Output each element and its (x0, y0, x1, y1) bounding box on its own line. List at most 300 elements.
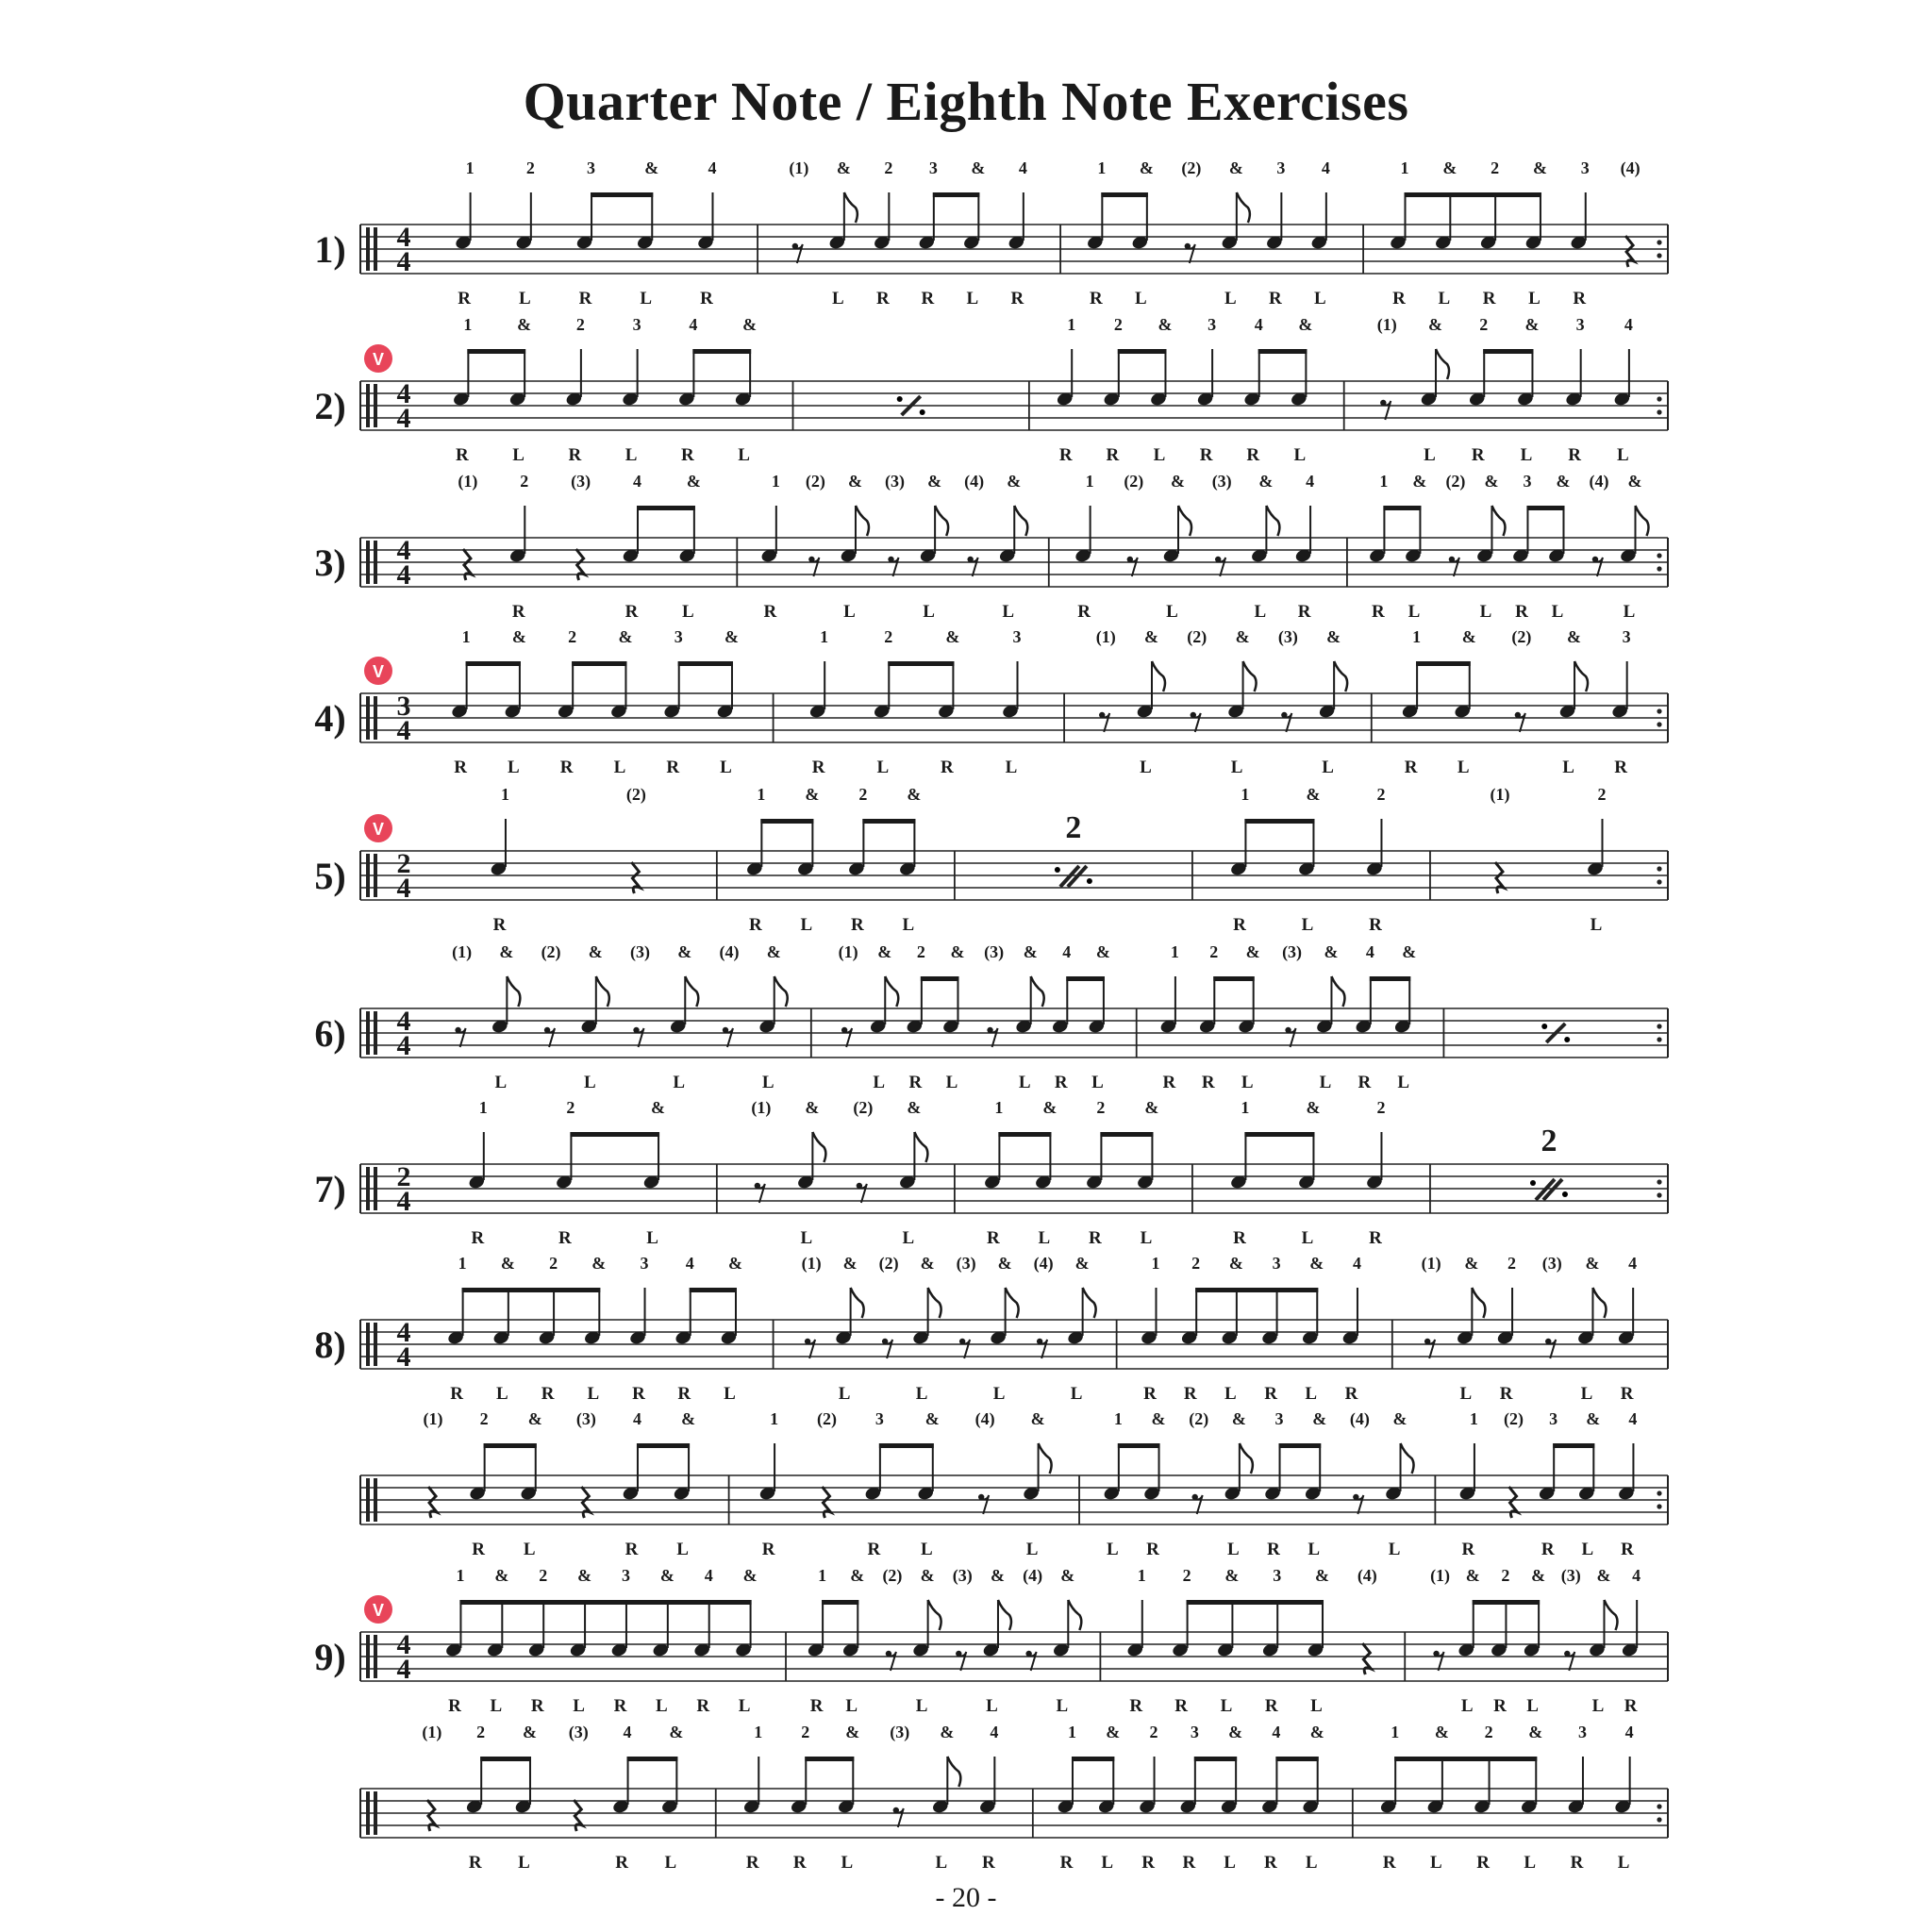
count-label: & (1309, 1254, 1324, 1273)
count-label: 1 (771, 472, 780, 491)
sticking-label: R (1476, 1853, 1490, 1873)
page-title: Quarter Note / Eighth Note Exercises (523, 71, 1409, 132)
quarter-rest (576, 549, 585, 580)
count-label: (2) (1124, 472, 1144, 491)
repeat-count: 2 (1541, 1124, 1557, 1158)
flag (1604, 1600, 1617, 1630)
count-label: & (591, 1254, 607, 1273)
count-label: 1 (465, 158, 475, 177)
percussion-clef (366, 696, 370, 740)
flag (844, 192, 858, 223)
count-label: 4 (689, 315, 698, 334)
measure (490, 785, 646, 935)
measure (1229, 785, 1385, 935)
sticking-label: R (792, 1853, 807, 1873)
count-label: & (1315, 1566, 1330, 1585)
measure (1056, 315, 1312, 465)
sticking-label: L (1623, 602, 1636, 622)
sticking-label: R (763, 602, 777, 622)
sticking-label: R (1129, 1696, 1143, 1716)
sticking-label: L (523, 1540, 536, 1559)
beam (480, 1757, 531, 1761)
sticking-label: R (568, 445, 582, 465)
count-label: & (847, 472, 862, 491)
repeat-dot (1530, 1180, 1536, 1186)
count-label: & (724, 627, 739, 646)
sticking-label: L (1551, 602, 1564, 622)
sticking-label: R (1620, 1384, 1634, 1404)
count-label: (2) (625, 785, 646, 804)
sticking-label: R (1089, 1228, 1102, 1248)
sticking-label: R (632, 1384, 645, 1404)
count-label: (4) (964, 472, 985, 491)
count-label: 4 (632, 1409, 641, 1428)
sticking-label: L (1528, 289, 1541, 308)
sticking-label: R (1297, 602, 1311, 622)
count-label: & (845, 1723, 860, 1741)
time-signature-bottom: 4 (396, 873, 411, 904)
count-label: 2 (549, 1254, 558, 1273)
count-label: 2 (1501, 1566, 1510, 1585)
sticking-label: L (1070, 1384, 1083, 1404)
voice-badge-label: V (372, 350, 385, 369)
measure (454, 158, 716, 308)
count-label: 2 (1113, 315, 1123, 334)
count-label: 2 (916, 942, 925, 961)
sticking-label: R (1382, 1853, 1396, 1873)
sticking-label: L (1220, 1696, 1233, 1716)
count-label: & (1074, 1254, 1090, 1273)
sticking-label: L (1224, 1853, 1236, 1873)
count-label: & (1528, 1723, 1543, 1741)
sticking-label: R (1568, 445, 1582, 465)
count-label: 4 (1624, 315, 1633, 334)
count-label: 4 (990, 1723, 999, 1741)
count-label: & (1151, 1409, 1166, 1428)
measure (758, 1409, 1052, 1559)
count-label: & (1042, 1098, 1058, 1117)
count-label: & (500, 1254, 515, 1273)
sticking-label: L (1424, 445, 1436, 465)
measure (1490, 785, 1606, 935)
count-label: & (1465, 1566, 1480, 1585)
count-label: 2 (1182, 1566, 1191, 1585)
measure (983, 1098, 1158, 1248)
measure (468, 1098, 665, 1248)
count-label: (3) (571, 472, 591, 491)
sticking-label: R (700, 289, 713, 308)
sticking-label: R (1541, 1540, 1555, 1559)
time-signature-bottom: 4 (396, 559, 411, 591)
sticking-label: R (1404, 758, 1418, 777)
beam (678, 661, 733, 666)
count-label: (2) (1445, 472, 1466, 491)
sticking-label: L (676, 1540, 689, 1559)
measure (424, 1409, 696, 1559)
measure (1379, 1723, 1634, 1873)
count-label: & (659, 1566, 675, 1585)
sticking-label: L (1310, 1696, 1323, 1716)
sticking-label: R (921, 289, 935, 308)
count-label: 2 (525, 158, 535, 177)
sticking-label: L (490, 1696, 503, 1716)
sticking-label: L (873, 1073, 886, 1092)
count-label: (1) (1490, 785, 1510, 804)
count-label: (4) (1033, 1254, 1054, 1273)
sticking-label: L (1457, 758, 1470, 777)
time-signature-bottom: 4 (396, 246, 411, 277)
flag (1031, 976, 1044, 1007)
percussion-clef (374, 1323, 377, 1366)
sticking-label: R (761, 1540, 775, 1559)
count-label: & (1627, 472, 1642, 491)
beam (933, 192, 980, 197)
sticking-label: L (838, 1384, 851, 1404)
percussion-clef (366, 541, 370, 584)
count-label: & (588, 942, 603, 961)
beam (879, 1443, 934, 1448)
count-label: 2 (1376, 785, 1386, 804)
sticking-label: R (1621, 1540, 1634, 1559)
sticking-label: R (1089, 289, 1103, 308)
beam (1383, 506, 1421, 510)
sticking-label: R (1143, 1384, 1157, 1404)
exercise-number: 6) (314, 1012, 346, 1055)
count-label: 1 (461, 627, 471, 646)
beam (484, 1443, 537, 1448)
sticking-label: L (915, 1696, 928, 1716)
sticking-label: R (1233, 915, 1246, 935)
sticking-label: R (811, 758, 825, 777)
measure (839, 942, 1110, 1092)
count-label: (4) (1620, 158, 1641, 177)
sticking-label: L (1005, 758, 1018, 777)
sticking-label: L (1459, 1384, 1473, 1404)
sticking-label: R (1010, 289, 1024, 308)
sticking-label: R (748, 915, 762, 935)
sticking-label: L (800, 915, 813, 935)
repeat-dot (1657, 866, 1661, 871)
count-label: 1 (500, 785, 509, 804)
count-label: 2 (1191, 1254, 1201, 1273)
count-label: (1) (838, 942, 858, 961)
count-label: & (1585, 1254, 1600, 1273)
sticking-label: R (809, 1696, 824, 1716)
staff-line-1 (314, 158, 1668, 308)
count-label: (1) (458, 472, 478, 491)
repeat-dot (1657, 396, 1661, 401)
sticking-label: L (1224, 289, 1237, 308)
beam (572, 661, 626, 666)
count-label: (4) (1349, 1409, 1370, 1428)
sticking-label: R (1357, 1073, 1372, 1092)
repeat-dot (1657, 1179, 1661, 1184)
count-label: 3 (1549, 1409, 1558, 1428)
sticking-label: L (1581, 1540, 1594, 1559)
exercise-number: 5) (314, 855, 346, 897)
count-label: & (842, 1254, 858, 1273)
sticking-label: R (613, 1696, 627, 1716)
measure (1057, 1723, 1324, 1873)
beam (1101, 192, 1148, 197)
count-label: & (1586, 1409, 1601, 1428)
count-label: & (644, 158, 659, 177)
sticking-label: R (1201, 1073, 1215, 1092)
count-label: & (1158, 315, 1173, 334)
count-label: & (522, 1723, 537, 1741)
count-label: & (1106, 1723, 1121, 1741)
count-label: 1 (1400, 158, 1409, 177)
count-label: 1 (1391, 1723, 1400, 1741)
repeat-dot (1657, 1804, 1661, 1808)
measure (1422, 1254, 1637, 1404)
measure (444, 1566, 757, 1716)
sticking-label: L (843, 602, 856, 622)
count-label: & (1007, 472, 1022, 491)
count-label: (1) (423, 1409, 443, 1428)
flag (928, 1600, 941, 1630)
sticking-label: L (640, 289, 653, 308)
sticking-label: L (1314, 289, 1326, 308)
sticking-label: R (908, 1073, 923, 1092)
sticking-label: R (471, 1228, 485, 1248)
sticking-label: R (941, 758, 954, 777)
sticking-label: L (923, 602, 935, 622)
count-label: 1 (1170, 942, 1179, 961)
count-label: & (686, 472, 701, 491)
count-label: & (1258, 472, 1274, 491)
repeat-dot (920, 409, 925, 415)
measure (446, 1254, 742, 1404)
time-signature-top: 4 (396, 222, 411, 253)
quarter-rest (581, 1487, 590, 1518)
count-label: (3) (956, 1254, 976, 1273)
beam (1258, 349, 1307, 354)
sticking-label: L (935, 1853, 948, 1873)
staff-line-9 (360, 1409, 1668, 1559)
count-label: & (950, 942, 965, 961)
voice-badge-label: V (372, 662, 385, 681)
quarter-rest (427, 1800, 436, 1831)
repeat-dot (1657, 722, 1661, 726)
sticking-label: R (677, 1384, 691, 1404)
repeat-dot (1657, 1491, 1661, 1495)
flag (998, 1600, 1011, 1630)
count-label: 3 (1575, 315, 1585, 334)
percussion-clef (374, 541, 377, 584)
sticking-label: L (512, 445, 525, 465)
sticking-label: L (1002, 602, 1015, 622)
sticking-label: R (1392, 289, 1406, 308)
count-label: & (1532, 158, 1547, 177)
repeat-dot (1657, 409, 1661, 414)
staff-line-2 (314, 315, 1668, 465)
count-label: (4) (974, 1409, 995, 1428)
sticking-label: L (1305, 1384, 1318, 1404)
sticking-label: R (458, 289, 471, 308)
sticking-label: L (1166, 602, 1178, 622)
count-label: & (511, 627, 526, 646)
beam (1416, 661, 1471, 666)
staff-line-5 (314, 785, 1668, 935)
beam (459, 1600, 751, 1605)
flag (507, 976, 520, 1007)
count-label: (2) (1511, 627, 1532, 646)
count-label: (3) (885, 472, 906, 491)
count-label: 4 (1628, 1409, 1638, 1428)
count-label: 3 (1190, 1723, 1199, 1741)
sticking-label: L (1301, 1228, 1314, 1248)
count-label: 1 (1085, 472, 1094, 491)
count-label: 3 (674, 627, 683, 646)
exercise-number: 3) (314, 541, 346, 584)
count-label: 2 (568, 627, 577, 646)
measure (742, 1723, 998, 1873)
sticking-label: L (583, 1073, 596, 1092)
count-label: 1 (463, 315, 473, 334)
beam (862, 819, 915, 824)
flag (1401, 1443, 1414, 1474)
count-label: & (920, 1254, 935, 1273)
percussion-clef (374, 854, 377, 897)
count-label: & (805, 1098, 820, 1117)
sticking-label: R (1264, 1853, 1277, 1873)
count-label: & (1144, 1098, 1159, 1117)
sticking-label: L (945, 1073, 958, 1092)
measure (1377, 315, 1633, 465)
sticking-label: L (1580, 1384, 1593, 1404)
beam (1526, 506, 1564, 510)
sticking-label: L (1322, 758, 1334, 777)
count-label: & (1306, 785, 1321, 804)
sticking-label: R (472, 1540, 486, 1559)
staff-line-11 (360, 1723, 1668, 1873)
measure (452, 942, 788, 1092)
count-label: 2 (884, 627, 893, 646)
beam (1244, 1132, 1314, 1137)
count-label: & (618, 627, 633, 646)
count-label: 1 (1067, 315, 1076, 334)
sticking-label: L (986, 1696, 998, 1716)
exercise-number: 7) (314, 1168, 346, 1210)
sticking-label: L (1430, 1853, 1442, 1873)
sticking-label: R (987, 1228, 1000, 1248)
sticking-label: L (761, 1073, 774, 1092)
count-label: 1 (456, 1566, 465, 1585)
sticking-label: L (1407, 602, 1421, 622)
count-label: & (1231, 1409, 1246, 1428)
count-label: & (940, 1723, 955, 1741)
sticking-label: R (530, 1696, 544, 1716)
quarter-rest (1362, 1643, 1371, 1674)
count-label: 2 (1507, 1254, 1517, 1273)
count-label: 2 (1096, 1098, 1106, 1117)
repeat-dot (1657, 1504, 1661, 1508)
flag (914, 1132, 927, 1162)
count-label: 1 (478, 1098, 488, 1117)
beam (591, 192, 653, 197)
count-label: 1 (770, 1409, 779, 1428)
flag (947, 1757, 960, 1787)
count-label: & (1030, 1409, 1045, 1428)
count-label: (3) (1282, 942, 1303, 961)
percussion-clef (366, 1323, 370, 1366)
measure (1401, 627, 1631, 777)
sticking-label: L (1056, 1696, 1069, 1716)
count-label: (3) (630, 942, 651, 961)
count-label: 1 (1241, 1098, 1250, 1117)
sticking-label: R (1369, 1228, 1382, 1248)
sticking-label: L (1319, 1073, 1332, 1092)
percussion-clef (374, 1791, 377, 1835)
count-label: 2 (1376, 1098, 1386, 1117)
sticking-label: R (681, 445, 694, 465)
sticking-label: L (1107, 1540, 1119, 1559)
count-label: 3 (928, 158, 938, 177)
count-label: (2) (816, 1409, 837, 1428)
count-label: (2) (1187, 627, 1208, 646)
beam (805, 1757, 854, 1761)
count-label: & (742, 1566, 758, 1585)
count-label: 4 (1321, 158, 1330, 177)
beam (1394, 1757, 1537, 1761)
count-label: & (677, 942, 692, 961)
sticking-label: L (738, 1696, 751, 1716)
sticking-label: R (511, 602, 525, 622)
sticking-label: R (1264, 1696, 1278, 1716)
beam (760, 819, 813, 824)
sticking-label: L (1524, 1853, 1537, 1873)
sticking-label: L (1135, 289, 1147, 308)
beam (467, 349, 525, 354)
sticking-label: R (450, 1384, 463, 1404)
count-label: & (850, 1566, 865, 1585)
count-label: & (907, 1098, 922, 1117)
sticking-label: R (615, 1853, 628, 1873)
sticking-label: R (1058, 445, 1073, 465)
percussion-clef (374, 696, 377, 740)
count-label: (1) (422, 1723, 442, 1741)
exercise-number: 1) (314, 228, 346, 271)
percussion-clef (366, 1478, 370, 1522)
quarter-rest (822, 1487, 830, 1518)
beam (1118, 1443, 1160, 1448)
beam (1473, 1600, 1540, 1605)
sticking-label: R (1344, 1384, 1358, 1404)
count-label: 1 (1241, 785, 1250, 804)
repeat-dot (1657, 1192, 1661, 1197)
count-label: & (1442, 158, 1457, 177)
beam (637, 506, 695, 510)
percussion-clef (374, 384, 377, 427)
count-label: 1 (1379, 472, 1389, 491)
count-label: (3) (952, 1566, 973, 1585)
measure (1126, 1566, 1377, 1716)
repeat-dot (897, 396, 903, 402)
sticking-label: L (1305, 1853, 1318, 1873)
sticking-label: R (1146, 1540, 1159, 1559)
count-label: & (1139, 158, 1154, 177)
sticking-label: L (1590, 915, 1603, 935)
voice-badge-label: V (372, 820, 385, 839)
beam (1244, 819, 1314, 824)
count-label: (4) (1357, 1566, 1377, 1585)
repeat-dot (1657, 1037, 1661, 1041)
flag (1334, 661, 1347, 691)
count-label: & (669, 1723, 684, 1741)
sticking-label: R (625, 1540, 639, 1559)
count-label: (3) (1541, 1254, 1562, 1273)
